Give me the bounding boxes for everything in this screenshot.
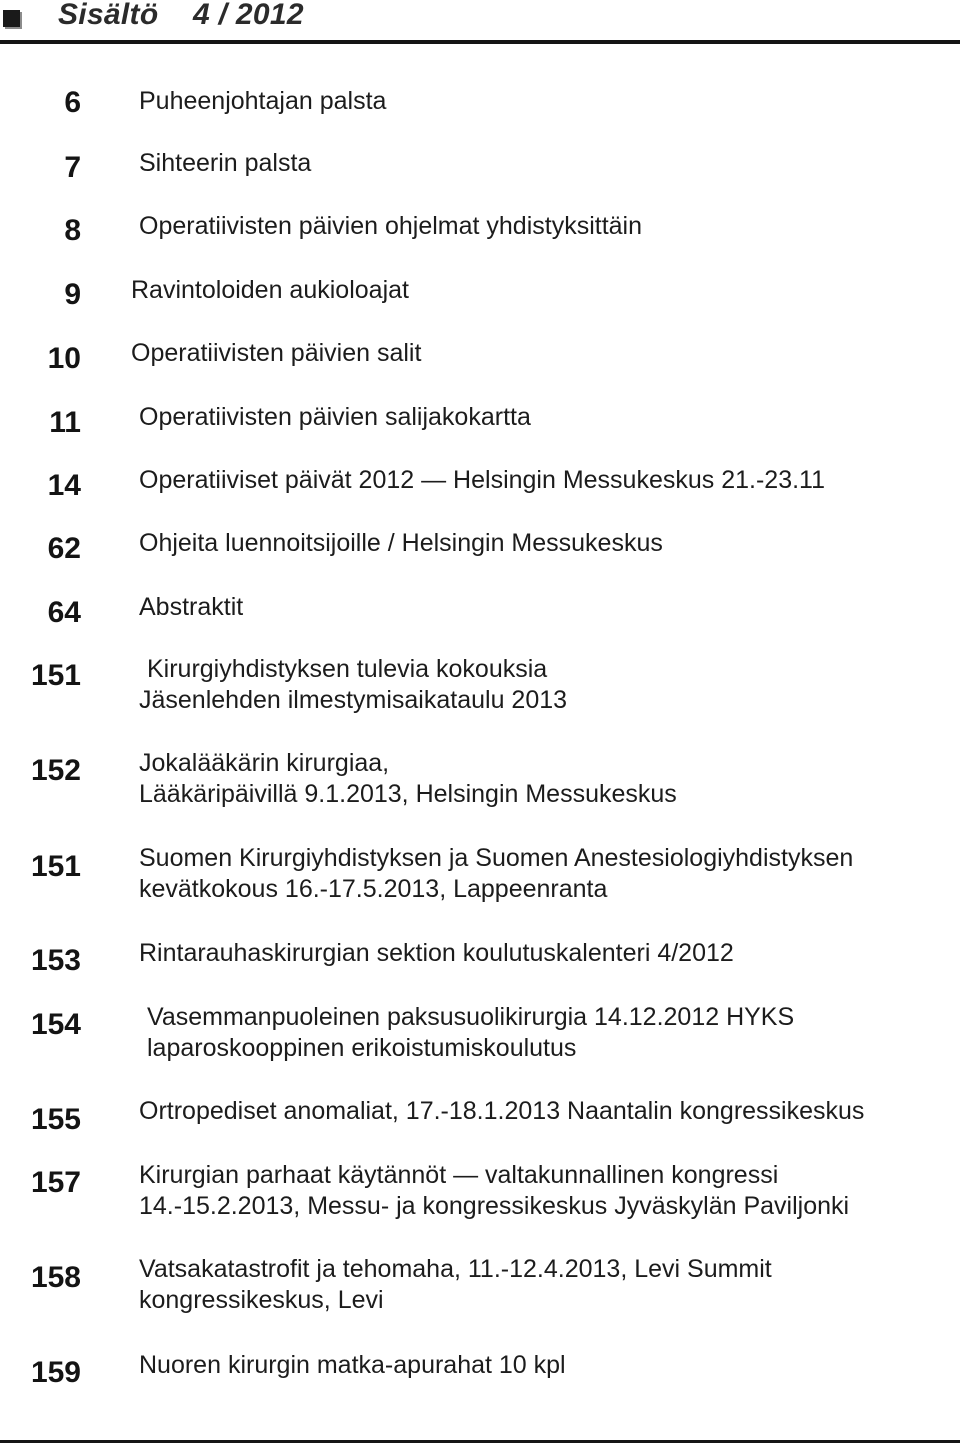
page-title: Sisältö 4 / 2012 [58, 0, 304, 31]
toc-title-line: Ortropediset anomaliat, 17.-18.1.2013 Naantalin kongressikeskus [139, 1097, 865, 1125]
toc-title-line: Ohjeita luennoitsijoille / Helsingin Messukeskus [139, 529, 663, 557]
toc-page-number: 9 [64, 278, 81, 311]
toc-entry-title [147, 1002, 794, 1064]
toc-title-line: Jokalääkärin kirurgiaa, [139, 749, 390, 777]
toc-entry-title [139, 86, 386, 117]
toc-title-line: Ravintoloiden aukioloajat [131, 276, 409, 304]
toc-entry-title [131, 338, 421, 369]
toc-title-line: Vatsakatastrofit ja tehomaha, 11.-12.4.2013, Levi Summit [139, 1255, 772, 1283]
toc-entry-title [139, 402, 531, 433]
toc-page-number: 159 [30, 1356, 81, 1389]
toc-entry-title [139, 592, 243, 623]
toc-entry-title [139, 1350, 566, 1381]
toc-page-number: 157 [30, 1166, 81, 1199]
toc-entry-title [139, 1096, 864, 1127]
toc-page-number: 11 [49, 406, 81, 439]
toc-page-number: 62 [47, 532, 81, 565]
toc-title-line: 14.-15.2.2013, Messu- ja kongressikeskus Jyväskylän Paviljonki [139, 1192, 850, 1220]
toc-title-line: Rintarauhaskirurgian sektion koulutuskalenteri 4/2012 [139, 939, 734, 967]
toc-entry-title [139, 843, 853, 905]
toc-page-number: 6 [64, 86, 81, 119]
toc-title-line: Puheenjohtajan palsta [139, 87, 387, 115]
toc-title-line: Lääkäripäivillä 9.1.2013, Helsingin Messukeskus [139, 780, 677, 808]
toc-title-line: Operatiivisten päivien salijakokartta [139, 403, 531, 431]
toc-title-line: Sihteerin palsta [139, 149, 312, 177]
toc-entry-title [139, 938, 734, 969]
toc-entry-title [139, 148, 311, 179]
toc-title-line: Jäsenlehden ilmestymisaikataulu 2013 [139, 686, 568, 714]
footer-divider [0, 1440, 960, 1443]
toc-page-number: 153 [30, 944, 81, 977]
toc-page-number: 7 [64, 151, 81, 184]
toc-title-line: Nuoren kirurgin matka-apurahat 10 kpl [139, 1351, 566, 1379]
toc-page-number: 8 [64, 214, 81, 247]
toc-title-line: Operatiivisten päivien ohjelmat yhdistyksittäin [139, 212, 643, 240]
toc-title-line: Operatiivisten päivien salit [131, 339, 422, 367]
toc-entry-title [139, 211, 642, 242]
toc-entry-title [139, 1254, 772, 1316]
toc-page-number: 151 [30, 659, 81, 692]
toc-entry-title [147, 654, 547, 685]
toc-title-line: Vasemmanpuoleinen paksusuolikirurgia 14.12.2012 HYKS [147, 1003, 795, 1031]
toc-page-number: 14 [47, 469, 81, 502]
toc-title-line: laparoskooppinen erikoistumiskoulutus [147, 1034, 577, 1062]
toc-title-line: kevätkokous 16.-17.5.2013, Lappeenranta [139, 875, 608, 903]
toc-page-number: 64 [47, 596, 81, 629]
toc-title-line: Kirurgian parhaat käytännöt — valtakunnallinen kongressi [139, 1161, 779, 1189]
toc-title-line: Operatiiviset päivät 2012 — Helsingin Messukeskus 21.-23.11 [139, 466, 825, 494]
toc-page-number: 158 [30, 1261, 81, 1294]
toc-page-number: 152 [30, 754, 81, 787]
toc-entry-title [139, 465, 825, 496]
toc-title-line: Suomen Kirurgiyhdistyksen ja Suomen Anestesiologiyhdistyksen [139, 844, 854, 872]
toc-title-line: Abstraktit [139, 593, 244, 621]
toc-page-number: 151 [30, 850, 81, 883]
toc-title-line: kongressikeskus, Levi [139, 1286, 384, 1314]
toc-entry-title [139, 748, 677, 810]
toc-entry-title [139, 685, 567, 716]
toc-entry-title [139, 1160, 849, 1222]
toc-entry-title [131, 275, 409, 306]
toc-entry-title [139, 528, 663, 559]
toc-title-line: Kirurgiyhdistyksen tulevia kokouksia [147, 655, 548, 683]
toc-page-number: 154 [30, 1008, 81, 1041]
toc-page-number: 10 [47, 342, 81, 375]
toc-page-number: 155 [30, 1103, 81, 1136]
